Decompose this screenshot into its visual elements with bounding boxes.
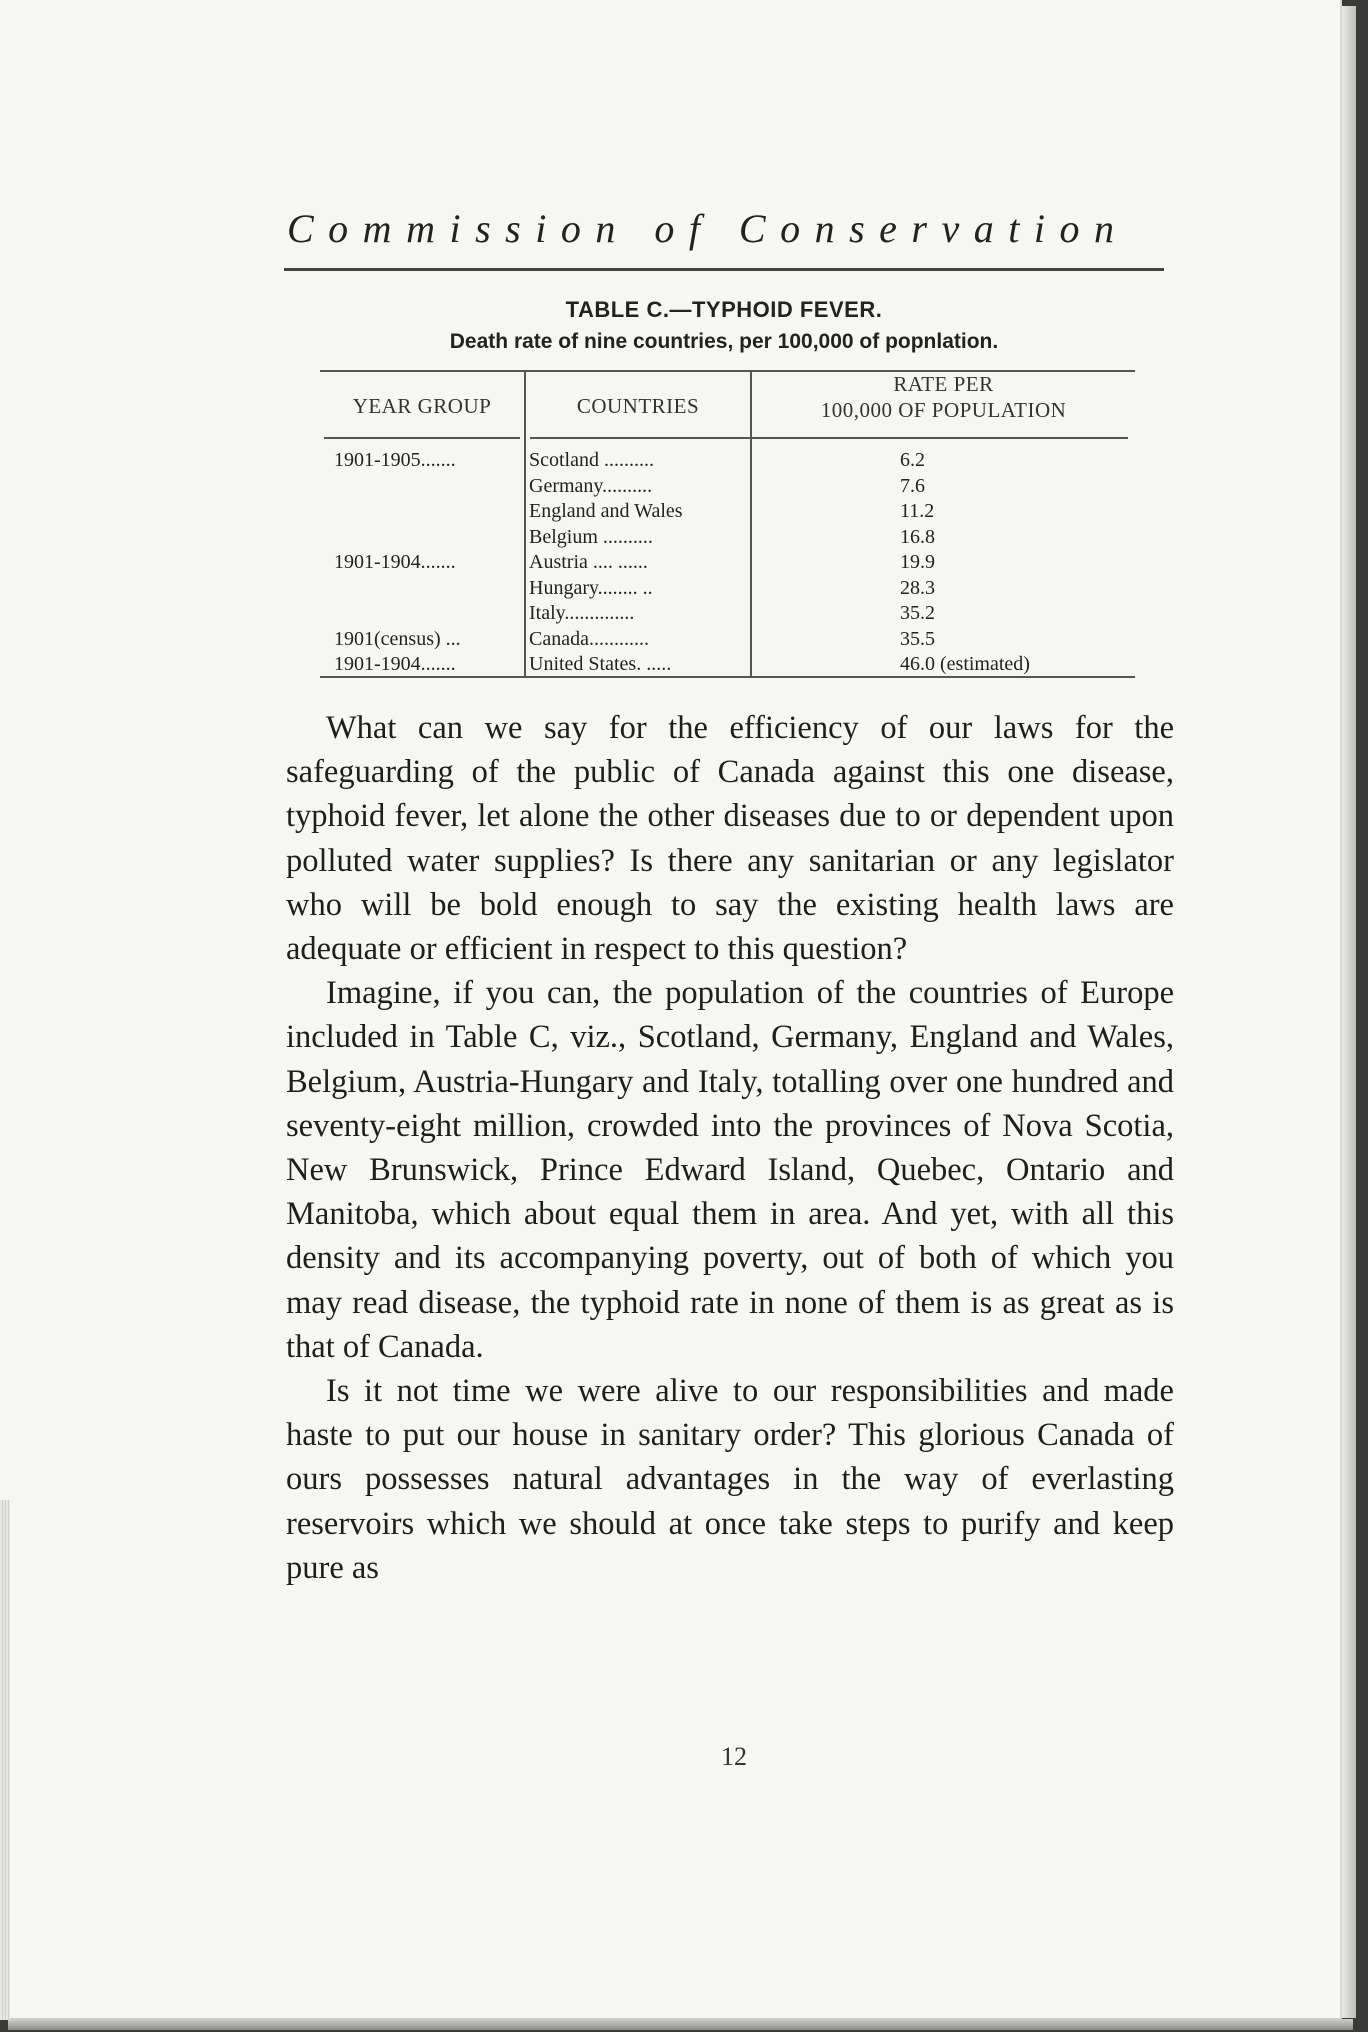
table-cell-country: Canada............ bbox=[529, 627, 649, 650]
page-edge bbox=[0, 1500, 10, 2020]
table-cell-country: Hungary........ .. bbox=[529, 576, 653, 599]
body-text bbox=[286, 706, 1174, 1590]
table-cell-year: 1901-1904....... bbox=[334, 653, 456, 675]
table-header-rule bbox=[324, 437, 520, 439]
header-rate-line1: RATE PER bbox=[893, 372, 994, 396]
table-cell-rate: 35.2 bbox=[900, 602, 935, 624]
table-cell-rate: 16.8 bbox=[900, 525, 935, 548]
header-countries: COUNTRIES bbox=[576, 394, 700, 418]
header-year-group: YEAR GROUP bbox=[352, 394, 492, 418]
page-number: 12 bbox=[721, 1742, 747, 1771]
running-head: Commission of Conservation bbox=[287, 206, 1129, 251]
table-cell-country: Belgium .......... bbox=[529, 525, 653, 548]
table-title: TABLE C.—TYPHOID FEVER. bbox=[565, 297, 883, 322]
table-cell-country: Italy.............. bbox=[529, 602, 635, 624]
table-cell-rate: 28.3 bbox=[900, 576, 935, 599]
table-cell-rate: 35.5 bbox=[900, 627, 935, 650]
table-cell-rate: 11.2 bbox=[900, 500, 935, 522]
paragraph: Is it not time we were alive to our responsibilities and made haste to put our house in sanitary order? This glorious Canada of ours possesses natural advantages in the way of everlasting reservoirs which we should at once take steps to purify and keep pure as bbox=[286, 1373, 1174, 1586]
header-rate-line2: 100,000 OF POPULATION bbox=[820, 398, 1067, 422]
header-rule bbox=[284, 268, 1164, 271]
table-cell-country: Scotland .......... bbox=[529, 449, 654, 471]
table-cell-year: 1901-1904....... bbox=[334, 551, 456, 573]
page-edge bbox=[8, 2019, 1353, 2030]
table-cell-rate: 19.9 bbox=[900, 551, 935, 573]
table-cell-country: Austria .... ...... bbox=[529, 551, 648, 573]
table-cell-rate: 46.0 (estimated) bbox=[900, 653, 1030, 675]
table-subtitle: Death rate of nine countries, per 100,000 of popnlation. bbox=[449, 330, 999, 353]
typhoid-table bbox=[320, 370, 1135, 678]
table-cell-country: England and Wales bbox=[529, 500, 683, 522]
table-cell-year: 1901(census) ... bbox=[334, 627, 461, 650]
paragraph: Imagine, if you can, the population of the countries of Europe included in Table C, viz., Scotland, Germany, England and Wales, Belgium, Austria-Hungary and Italy, totalling over one hundred and seventy-eight million, crowded into the provinces of Nova Scotia, New Brunswick, Prince Edward Island, Quebec, Ontario and Manitoba, which about equal them in area. And yet, with all this density and its accompanying poverty, out of both of which you may read disease, the typhoid rate in none of them is as great as is that of Canada. bbox=[286, 975, 1174, 1365]
table-header-rule bbox=[754, 437, 1128, 439]
paragraph: What can we say for the efficiency of our laws for the safeguarding of the public of Canada against this one disease, typhoid fever, let alone the other diseases due to or dependent upon polluted water supplies? Is there any sanitarian or any legislator who will be bold enough to say the existing health laws are adequate or efficient in respect to this question? bbox=[286, 710, 1174, 968]
table-cell-year: 1901-1905....... bbox=[334, 449, 456, 471]
table-cell-country: Germany.......... bbox=[529, 474, 653, 497]
page-edge bbox=[1342, 6, 1356, 2018]
table-cell-country: United States. ..... bbox=[529, 653, 672, 675]
table-cell-rate: 7.6 bbox=[900, 474, 925, 497]
table-cell-rate: 6.2 bbox=[900, 449, 925, 471]
